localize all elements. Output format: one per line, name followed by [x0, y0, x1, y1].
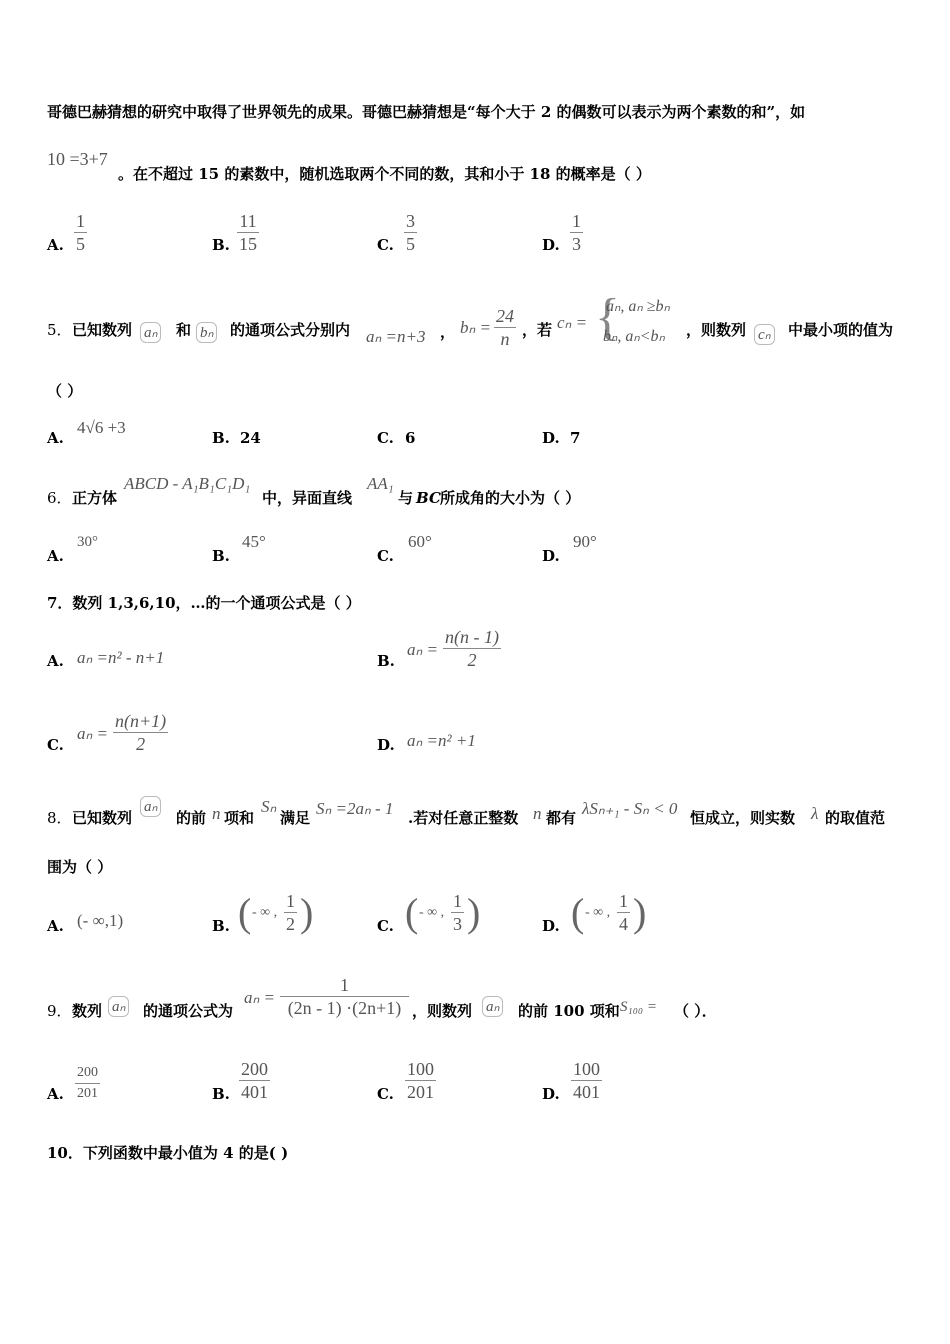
- q5-seq-b: bₙ: [196, 322, 217, 343]
- numerator: 3: [406, 211, 415, 231]
- q6-line-aa1: AA₁: [367, 474, 394, 493]
- q8-option-a-value: (- ∞,1): [77, 911, 124, 930]
- q5-answer-paren: （ ）: [47, 382, 83, 400]
- numerator: 1: [76, 211, 85, 231]
- q7-option-d-label[interactable]: D.: [377, 736, 395, 754]
- q5-option-c-label[interactable]: C.: [377, 429, 394, 447]
- q4-option-c-fraction: [404, 210, 417, 255]
- q8-formula-sn: Sₙ =2aₙ - 1: [316, 799, 394, 818]
- denominator: n: [500, 329, 510, 349]
- q8-text: 恒成立，则实数: [690, 809, 796, 827]
- denominator: 4: [619, 914, 628, 934]
- q5-text: ，则数列: [686, 321, 747, 339]
- q5-bn-fraction: [494, 305, 516, 350]
- q5-option-d-label[interactable]: D.: [542, 429, 560, 447]
- numerator: 100: [407, 1059, 434, 1079]
- q8-text: 的前: [176, 809, 207, 827]
- q8-var-sn: Sₙ: [261, 797, 277, 816]
- q8-option-d-label[interactable]: D.: [542, 917, 560, 935]
- q6-text: 中，异面直线: [262, 489, 353, 507]
- q8-option-c-label[interactable]: C.: [377, 917, 394, 935]
- q8-var-n: n: [212, 804, 221, 823]
- interval-left-paren: (: [238, 890, 252, 935]
- q8-option-d-fraction: [617, 890, 630, 935]
- denominator: 5: [406, 234, 415, 254]
- q9-text: 的前 100 项和: [518, 1002, 620, 1020]
- q7-option-c-fraction: [113, 710, 168, 755]
- q5-option-d-value: 7: [570, 429, 581, 447]
- q8-option-d-left: - ∞ ,: [585, 905, 611, 920]
- numerator: 11: [239, 211, 257, 231]
- q8-text: 已知数列: [72, 809, 133, 827]
- denominator: 3: [453, 914, 462, 934]
- numerator: 200: [75, 1063, 100, 1084]
- denominator: 201: [407, 1082, 434, 1102]
- q5-case-2: bₙ, aₙ<bₙ: [603, 328, 665, 345]
- q9-text: ，则数列: [412, 1002, 473, 1020]
- q10-text: 10．下列函数中最小值为 4 的是( ): [47, 1144, 289, 1162]
- numerator: 200: [241, 1059, 268, 1079]
- q7-option-b-lhs: aₙ =: [407, 640, 438, 659]
- q4-option-a-label[interactable]: A.: [47, 236, 64, 254]
- q8-option-a-label[interactable]: A.: [47, 917, 64, 935]
- interval-left-paren: (: [405, 890, 419, 935]
- q4-math-example: 10 =3+7: [47, 149, 108, 169]
- q6-option-b-label[interactable]: B.: [212, 547, 230, 565]
- q9-option-a-fraction: [75, 1063, 100, 1104]
- q8-option-c-left: - ∞ ,: [419, 905, 445, 920]
- q8-option-b-left: - ∞ ,: [252, 905, 278, 920]
- q8-option-b-fraction: [284, 890, 297, 935]
- q7-option-c-lhs: aₙ =: [77, 724, 108, 743]
- q5-comma: ，: [440, 323, 456, 341]
- q8-text-line2: 围为（ ）: [47, 858, 113, 876]
- q9-option-d-label[interactable]: D.: [542, 1085, 560, 1103]
- q7-option-b-label[interactable]: B.: [377, 652, 395, 670]
- q8-text: 项和: [224, 809, 255, 827]
- q4-option-c-label[interactable]: C.: [377, 236, 394, 254]
- q5-option-b-label[interactable]: B.: [212, 429, 230, 447]
- q5-option-a-value: 4√6 +3: [77, 418, 126, 437]
- q9-s100: S₁₀₀ =: [620, 999, 658, 1015]
- numerator: 1: [619, 891, 628, 911]
- interval-right-paren: ): [633, 890, 647, 935]
- q9-option-a-label[interactable]: A.: [47, 1085, 64, 1103]
- q9-formula-fraction: [280, 974, 409, 1019]
- q5-formula-cn: cₙ =: [557, 313, 588, 332]
- interval-right-paren: ): [300, 890, 314, 935]
- q6-text: 所成角的大小为（ ）: [440, 489, 581, 507]
- numerator: n(n+1): [115, 711, 167, 731]
- q5-seq-a: aₙ: [140, 322, 161, 343]
- denominator: 2: [286, 914, 295, 934]
- q9-option-c-fraction: [405, 1058, 436, 1103]
- q7-option-d-value: aₙ =n² +1: [407, 731, 476, 750]
- q8-var-n: n: [533, 804, 542, 823]
- q6-number: 6．: [47, 489, 72, 507]
- q7-option-a-value: aₙ =n² - n+1: [77, 648, 165, 667]
- q6-text: 正方体: [72, 489, 118, 507]
- q9-seq-a: aₙ: [482, 996, 503, 1017]
- numerator: 1: [572, 211, 581, 231]
- q8-text: .若对任意正整数: [408, 809, 519, 827]
- q4-option-b-label[interactable]: B.: [212, 236, 230, 254]
- q9-text: 的通项公式为: [143, 1002, 234, 1020]
- q8-seq-a: aₙ: [140, 796, 161, 817]
- q5-text: 和: [176, 321, 192, 339]
- q8-text: 的取值范: [825, 809, 886, 827]
- q9-option-b-fraction: [239, 1058, 270, 1103]
- q4-text-line2: 。在不超过 15 的素数中，随机选取两个不同的数，其和小于 18 的概率是（ ）: [118, 165, 651, 183]
- q5-text: 中最小项的值为: [788, 321, 894, 339]
- q6-option-b-value: 45°: [242, 532, 266, 551]
- q4-text-line1: 哥德巴赫猜想的研究中取得了世界领先的成果。哥德巴赫猜想是“每个大于 2 的偶数可以表示为两个素数的和”，如: [47, 103, 806, 121]
- q6-option-a-label[interactable]: A.: [47, 547, 64, 565]
- q5-text: 已知数列: [72, 321, 133, 339]
- denominator: 401: [241, 1082, 268, 1102]
- numerator: 24: [496, 306, 514, 326]
- numerator: 1: [286, 891, 295, 911]
- q7-option-b-fraction: [443, 626, 501, 671]
- q9-seq-a: aₙ: [108, 996, 129, 1017]
- q4-option-d-label[interactable]: D.: [542, 236, 560, 254]
- q8-inequality: λSₙ₊₁ - Sₙ < 0: [582, 799, 678, 818]
- denominator: 5: [76, 234, 85, 254]
- q5-seq-c: cₙ: [754, 324, 775, 345]
- q8-text: 满足: [280, 809, 311, 827]
- q6-line-bc: BC: [416, 489, 441, 507]
- denominator: 401: [573, 1082, 600, 1102]
- denominator: 15: [239, 234, 257, 254]
- q7-option-c-label[interactable]: C.: [47, 736, 64, 754]
- q7-text: 7．数列 1,3,6,10，…的一个通项公式是（ ）: [47, 594, 361, 612]
- q5-option-a-label[interactable]: A.: [47, 429, 64, 447]
- q9-text: （ ）．: [674, 1002, 717, 1020]
- q6-option-d-label[interactable]: D.: [542, 547, 560, 565]
- q9-lhs: aₙ =: [244, 988, 275, 1007]
- numerator: 1: [453, 891, 462, 911]
- q7-option-a-label[interactable]: A.: [47, 652, 64, 670]
- q6-text: 与: [398, 489, 414, 507]
- q5-text: ，若: [522, 321, 553, 339]
- q8-option-b-label[interactable]: B.: [212, 917, 230, 935]
- q5-case-1: aₙ, aₙ ≥bₙ: [606, 298, 670, 315]
- denominator: 2: [136, 734, 146, 754]
- q9-option-b-label[interactable]: B.: [212, 1085, 230, 1103]
- q6-cube-name: ABCD - A₁B₁C₁D₁: [124, 474, 251, 493]
- q6-option-a-value: 30°: [77, 534, 98, 550]
- numerator: 100: [573, 1059, 600, 1079]
- q5-formula-bn: bₙ =: [460, 318, 491, 337]
- denominator: 2: [467, 650, 477, 670]
- q4-option-d-fraction: [570, 210, 583, 255]
- q8-var-lambda: λ: [811, 804, 819, 823]
- piecewise-brace: {: [595, 289, 620, 346]
- q4-option-b-fraction: [237, 210, 259, 255]
- q9-option-d-fraction: [571, 1058, 602, 1103]
- q5-number: 5．: [47, 321, 72, 339]
- numerator: 1: [280, 974, 409, 997]
- q9-number: 9．: [47, 1002, 72, 1020]
- q5-formula-an: aₙ =n+3: [366, 327, 426, 346]
- denominator: (2n - 1) ·(2n+1): [287, 998, 402, 1018]
- denominator: 201: [77, 1086, 98, 1101]
- q9-option-c-label[interactable]: C.: [377, 1085, 394, 1103]
- interval-right-paren: ): [467, 890, 481, 935]
- q5-option-b-value: 24: [240, 429, 261, 447]
- q6-option-c-value: 60°: [408, 532, 432, 551]
- q6-option-c-label[interactable]: C.: [377, 547, 394, 565]
- q4-option-a-fraction: [74, 210, 87, 255]
- q9-text: 数列: [72, 1002, 103, 1020]
- numerator: n(n - 1): [445, 627, 499, 647]
- q8-text: 都有: [546, 809, 577, 827]
- q6-option-d-value: 90°: [573, 532, 597, 551]
- interval-left-paren: (: [571, 890, 585, 935]
- q5-text: 的通项公式分别内: [230, 321, 351, 339]
- q5-option-c-value: 6: [405, 429, 416, 447]
- denominator: 3: [572, 234, 581, 254]
- q8-number: 8．: [47, 809, 72, 827]
- q8-option-c-fraction: [451, 890, 464, 935]
